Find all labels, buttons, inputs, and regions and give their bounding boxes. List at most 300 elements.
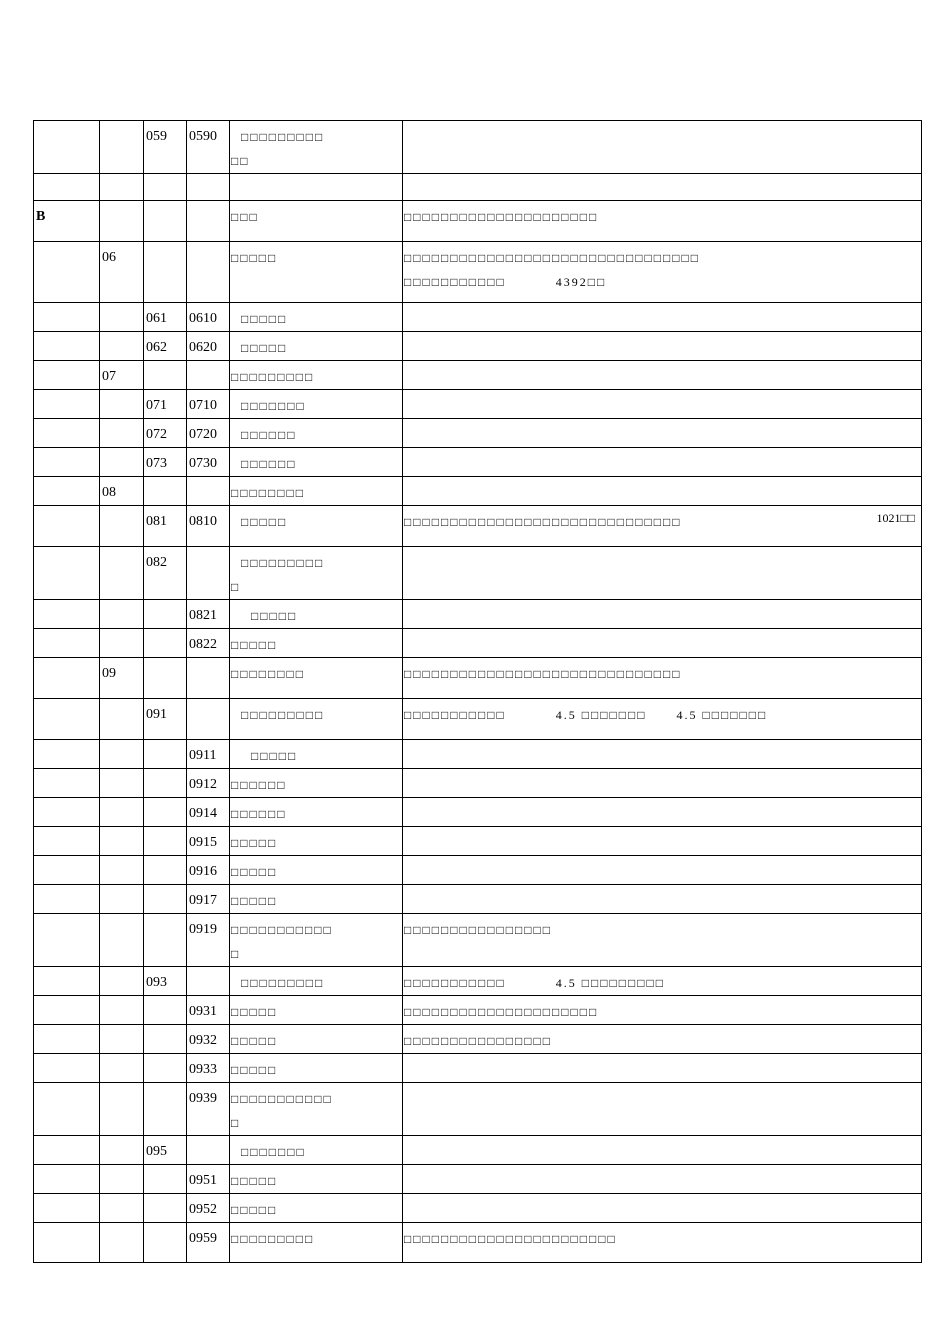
table-row	[34, 914, 922, 967]
description-text	[404, 547, 921, 551]
table-row	[34, 332, 922, 361]
table-row	[34, 303, 922, 332]
category-name-cell	[230, 740, 403, 769]
section-code-cell	[34, 121, 100, 174]
table-row	[34, 477, 922, 506]
division-code-text	[102, 1165, 143, 1169]
category-name-text: □□□	[231, 210, 259, 224]
division-code-text	[102, 827, 143, 831]
group-code-text	[146, 798, 186, 802]
class-code-text: 0915	[189, 835, 217, 850]
section-code-text	[36, 547, 99, 551]
class-code-text: 0952	[189, 1202, 217, 1217]
table-row	[34, 1083, 922, 1136]
division-code-text	[102, 419, 143, 423]
category-name-text: □□□□□	[231, 251, 278, 265]
group-code-text: 091	[146, 707, 167, 722]
section-code-cell	[34, 827, 100, 856]
section-code-text	[36, 419, 99, 423]
category-name-cell	[230, 1083, 403, 1136]
table-row	[34, 390, 922, 419]
group-code-text: 062	[146, 340, 167, 355]
category-name-cell	[230, 419, 403, 448]
description-cell	[403, 967, 922, 996]
description-text: □□□□□□□□□□□□□□□□	[404, 923, 552, 937]
description-cell	[403, 477, 922, 506]
description-cell	[403, 506, 922, 547]
description-cell	[403, 121, 922, 174]
class-code-cell	[187, 1165, 230, 1194]
division-code-cell	[100, 1165, 144, 1194]
category-name-cell	[230, 856, 403, 885]
section-code-cell	[34, 1136, 100, 1165]
group-code-cell	[144, 740, 187, 769]
division-code-cell	[100, 419, 144, 448]
description-text	[404, 1083, 921, 1087]
section-code-cell	[34, 303, 100, 332]
group-code-cell	[144, 914, 187, 967]
category-name-text: □□□□□	[231, 836, 278, 850]
division-code-cell	[100, 201, 144, 242]
category-name-text: □□□□□□□□□	[231, 370, 315, 384]
category-name-cell	[230, 885, 403, 914]
group-code-text	[146, 242, 186, 246]
division-code-text: 07	[102, 369, 116, 384]
class-code-text: 0590	[189, 129, 217, 144]
group-code-text	[146, 201, 186, 205]
group-code-cell	[144, 477, 187, 506]
group-code-cell	[144, 600, 187, 629]
division-code-cell	[100, 506, 144, 547]
category-name-text: □□□□□	[231, 1005, 278, 1019]
category-name-text: □□□□□□	[231, 778, 287, 792]
description-cell	[403, 1165, 922, 1194]
group-code-cell	[144, 303, 187, 332]
division-code-cell	[100, 1194, 144, 1223]
division-code-text	[102, 600, 143, 604]
class-code-text: 0939	[189, 1091, 217, 1106]
category-name-cell	[230, 242, 403, 303]
section-code-cell	[34, 547, 100, 600]
category-name-cell	[230, 303, 403, 332]
description-cell	[403, 1054, 922, 1083]
division-code-cell	[100, 1136, 144, 1165]
division-code-text	[102, 332, 143, 336]
category-name-cell	[230, 798, 403, 827]
section-code-cell	[34, 361, 100, 390]
table-row	[34, 1194, 922, 1223]
group-code-cell	[144, 885, 187, 914]
division-code-cell	[100, 914, 144, 967]
group-code-text	[146, 629, 186, 633]
division-code-cell	[100, 332, 144, 361]
class-code-cell	[187, 390, 230, 419]
group-code-cell	[144, 201, 187, 242]
description-cell	[403, 914, 922, 967]
division-code-text: 08	[102, 485, 116, 500]
class-code-cell	[187, 547, 230, 600]
description-cell	[403, 740, 922, 769]
group-code-text	[146, 600, 186, 604]
division-code-cell	[100, 699, 144, 740]
category-name-cell	[230, 390, 403, 419]
table-row	[34, 1136, 922, 1165]
group-code-cell	[144, 798, 187, 827]
division-code-cell	[100, 1223, 144, 1263]
class-code-text: 0730	[189, 456, 217, 471]
description-cell	[403, 361, 922, 390]
division-code-text	[102, 1136, 143, 1140]
section-code-text	[36, 1165, 99, 1169]
category-name-text: □□□□□	[231, 865, 278, 879]
table-row	[34, 658, 922, 699]
section-code-cell	[34, 658, 100, 699]
table-row	[34, 967, 922, 996]
group-code-cell	[144, 856, 187, 885]
category-name-cell	[230, 699, 403, 740]
group-code-cell	[144, 1083, 187, 1136]
class-code-cell	[187, 1054, 230, 1083]
class-code-cell	[187, 740, 230, 769]
class-code-cell	[187, 242, 230, 303]
group-code-cell	[144, 967, 187, 996]
division-code-cell	[100, 658, 144, 699]
class-code-text	[189, 1136, 229, 1140]
class-code-cell	[187, 1136, 230, 1165]
category-name-cell	[230, 827, 403, 856]
division-code-cell	[100, 174, 144, 201]
category-name-cell	[230, 174, 403, 201]
section-code-cell	[34, 798, 100, 827]
description-text	[404, 827, 921, 831]
section-code-cell	[34, 477, 100, 506]
description-text	[404, 798, 921, 802]
category-name-cell	[230, 600, 403, 629]
group-code-cell	[144, 1165, 187, 1194]
section-code-cell	[34, 914, 100, 967]
section-code-text	[36, 769, 99, 773]
description-cell	[403, 856, 922, 885]
group-code-text: 059	[146, 129, 167, 144]
class-code-cell	[187, 885, 230, 914]
group-code-cell	[144, 1223, 187, 1263]
class-code-text: 0620	[189, 340, 217, 355]
description-text	[404, 740, 921, 744]
description-text: □□□□□□□□□□□□□□□□□□□□□□□□□□□□□□	[404, 515, 682, 529]
class-code-text	[189, 699, 229, 703]
class-code-cell	[187, 798, 230, 827]
group-code-text	[146, 1025, 186, 1029]
section-code-cell	[34, 419, 100, 448]
class-code-text	[189, 201, 229, 205]
table-row	[34, 629, 922, 658]
description-cell	[403, 600, 922, 629]
category-name-cell	[230, 914, 403, 967]
section-code-cell	[34, 885, 100, 914]
division-code-text	[102, 1194, 143, 1198]
table-row	[34, 506, 922, 547]
class-code-cell	[187, 1194, 230, 1223]
category-name-text: □□□□□□□	[231, 399, 306, 413]
category-name-text: □□□□□	[231, 1174, 278, 1188]
description-cell	[403, 996, 922, 1025]
table-row	[34, 419, 922, 448]
class-code-text	[189, 658, 229, 662]
description-text	[404, 174, 921, 178]
description-text	[404, 600, 921, 604]
section-code-cell	[34, 448, 100, 477]
section-code-text	[36, 740, 99, 744]
description-cell	[403, 658, 922, 699]
table-row	[34, 885, 922, 914]
category-name-text: □□□□□	[231, 1203, 278, 1217]
group-code-cell	[144, 547, 187, 600]
section-code-text	[36, 914, 99, 918]
section-code-cell	[34, 1194, 100, 1223]
group-code-text: 061	[146, 311, 167, 326]
class-code-text	[189, 547, 229, 551]
section-code-cell	[34, 506, 100, 547]
table-row	[34, 699, 922, 740]
group-code-text: 073	[146, 456, 167, 471]
table-row	[34, 242, 922, 303]
group-code-cell	[144, 658, 187, 699]
description-cell	[403, 769, 922, 798]
group-code-text	[146, 658, 186, 662]
group-code-text	[146, 361, 186, 365]
class-code-text: 0821	[189, 608, 217, 623]
section-code-text	[36, 332, 99, 336]
class-code-text: 0931	[189, 1004, 217, 1019]
description-text	[404, 419, 921, 423]
class-code-cell	[187, 769, 230, 798]
description-text	[404, 856, 921, 860]
group-code-cell	[144, 1194, 187, 1223]
description-text	[404, 477, 921, 481]
division-code-text	[102, 1223, 143, 1227]
description-cell	[403, 885, 922, 914]
table-row	[34, 1165, 922, 1194]
group-code-cell	[144, 629, 187, 658]
division-code-cell	[100, 1083, 144, 1136]
division-code-text	[102, 174, 143, 178]
division-code-cell	[100, 600, 144, 629]
class-code-cell	[187, 121, 230, 174]
section-code-text	[36, 600, 99, 604]
group-code-cell	[144, 448, 187, 477]
description-text	[404, 303, 921, 307]
description-text: □□□□□□□□□□□□□□□□□□□□□	[404, 210, 599, 224]
description-text	[404, 121, 921, 125]
description-right-text: 1021□□	[876, 511, 915, 525]
class-code-text: 0810	[189, 514, 217, 529]
class-code-cell	[187, 332, 230, 361]
category-name-text: □□□□□□□□□ □	[231, 556, 325, 594]
description-text	[404, 448, 921, 452]
group-code-cell	[144, 121, 187, 174]
division-code-text	[102, 885, 143, 889]
category-name-text: □□□□□□□□□	[231, 1232, 315, 1246]
group-code-cell	[144, 361, 187, 390]
section-code-text	[36, 1083, 99, 1087]
section-code-cell	[34, 967, 100, 996]
group-code-text	[146, 856, 186, 860]
class-code-cell	[187, 1025, 230, 1054]
description-text: □□□□□□□□□□□ 4.5 □□□□□□□□□	[404, 976, 665, 990]
section-code-text	[36, 174, 99, 178]
table-row	[34, 121, 922, 174]
section-code-cell	[34, 769, 100, 798]
group-code-text: 093	[146, 975, 167, 990]
group-code-cell	[144, 1054, 187, 1083]
group-code-cell	[144, 332, 187, 361]
division-code-cell	[100, 885, 144, 914]
class-code-cell	[187, 658, 230, 699]
division-code-cell	[100, 390, 144, 419]
class-code-cell	[187, 448, 230, 477]
description-text: □□□□□□□□□□□□□□□□□□□□□□□	[404, 1232, 617, 1246]
division-code-text	[102, 547, 143, 551]
category-name-text: □□□□□□□□□	[231, 708, 325, 722]
group-code-text	[146, 914, 186, 918]
group-code-text	[146, 1083, 186, 1087]
division-code-text	[102, 914, 143, 918]
description-text	[404, 332, 921, 336]
class-code-text: 0919	[189, 922, 217, 937]
section-code-cell	[34, 740, 100, 769]
table-row	[34, 1223, 922, 1263]
group-code-cell	[144, 390, 187, 419]
description-cell	[403, 1223, 922, 1263]
description-text	[404, 1054, 921, 1058]
group-code-cell	[144, 769, 187, 798]
description-text	[404, 1194, 921, 1198]
table-row	[34, 201, 922, 242]
group-code-text: 072	[146, 427, 167, 442]
description-cell	[403, 629, 922, 658]
category-name-text: □□□□□	[231, 515, 288, 529]
description-text	[404, 769, 921, 773]
class-code-text: 0914	[189, 806, 217, 821]
category-name-text: □□□□□	[231, 609, 298, 623]
group-code-text: 081	[146, 514, 167, 529]
section-code-text	[36, 856, 99, 860]
category-name-text: □□□□□□	[231, 457, 297, 471]
group-code-text	[146, 477, 186, 481]
category-name-text: □□□□□□□□□□□ □	[231, 923, 333, 961]
class-code-text	[189, 361, 229, 365]
group-code-cell	[144, 699, 187, 740]
category-name-text: □□□□□	[231, 341, 288, 355]
class-code-cell	[187, 361, 230, 390]
table-row	[34, 740, 922, 769]
group-code-text	[146, 769, 186, 773]
group-code-text: 095	[146, 1144, 167, 1159]
class-code-cell	[187, 419, 230, 448]
group-code-text	[146, 1223, 186, 1227]
section-code-text	[36, 967, 99, 971]
category-name-text: □□□□□	[231, 1034, 278, 1048]
description-text: □□□□□□□□□□□□□□□□□□□□□□□□□□□□□□	[404, 667, 682, 681]
category-name-cell	[230, 1223, 403, 1263]
division-code-text	[102, 303, 143, 307]
category-name-cell	[230, 967, 403, 996]
class-code-cell	[187, 600, 230, 629]
division-code-text	[102, 1025, 143, 1029]
section-code-text	[36, 242, 99, 246]
category-name-text	[231, 174, 402, 178]
division-code-cell	[100, 629, 144, 658]
section-code-cell	[34, 201, 100, 242]
class-code-cell	[187, 201, 230, 242]
section-code-text	[36, 658, 99, 662]
section-code-cell	[34, 699, 100, 740]
class-code-cell	[187, 1083, 230, 1136]
section-code-text	[36, 1054, 99, 1058]
category-name-text: □□□□□	[231, 894, 278, 908]
section-code-cell	[34, 174, 100, 201]
description-cell	[403, 1136, 922, 1165]
division-code-cell	[100, 121, 144, 174]
division-code-cell	[100, 967, 144, 996]
category-name-cell	[230, 1054, 403, 1083]
division-code-text	[102, 798, 143, 802]
group-code-cell	[144, 174, 187, 201]
division-code-text	[102, 506, 143, 510]
category-name-cell	[230, 1194, 403, 1223]
division-code-cell	[100, 827, 144, 856]
division-code-cell	[100, 996, 144, 1025]
description-cell	[403, 1025, 922, 1054]
group-code-text	[146, 1165, 186, 1169]
section-code-cell	[34, 1025, 100, 1054]
description-cell	[403, 798, 922, 827]
class-code-text: 0710	[189, 398, 217, 413]
description-cell	[403, 1083, 922, 1136]
class-code-cell	[187, 477, 230, 506]
group-code-cell	[144, 1025, 187, 1054]
class-code-text: 0720	[189, 427, 217, 442]
division-code-text	[102, 121, 143, 125]
category-name-cell	[230, 448, 403, 477]
category-name-text: □□□□□□□□□ □□	[231, 130, 325, 168]
division-code-text	[102, 856, 143, 860]
section-code-text	[36, 303, 99, 307]
section-code-text	[36, 361, 99, 365]
section-code-text	[36, 629, 99, 633]
class-code-text: 0917	[189, 893, 217, 908]
division-code-text: 09	[102, 666, 116, 681]
section-code-text	[36, 1223, 99, 1227]
category-name-text: □□□□□□	[231, 807, 287, 821]
description-text: □□□□□□□□□□□ 4.5 □□□□□□□ 4.5 □□□□□□□	[404, 708, 768, 722]
group-code-cell	[144, 506, 187, 547]
group-code-text: 082	[146, 555, 167, 570]
table-row	[34, 798, 922, 827]
class-code-cell	[187, 506, 230, 547]
group-code-text	[146, 740, 186, 744]
category-name-text: □□□□□□□□□	[231, 976, 325, 990]
section-code-text	[36, 477, 99, 481]
class-code-text: 0916	[189, 864, 217, 879]
division-code-cell	[100, 798, 144, 827]
category-name-text: □□□□□	[231, 638, 278, 652]
table-row	[34, 547, 922, 600]
section-code-text	[36, 699, 99, 703]
division-code-text	[102, 699, 143, 703]
section-code-text	[36, 1136, 99, 1140]
category-name-text: □□□□□	[231, 749, 298, 763]
